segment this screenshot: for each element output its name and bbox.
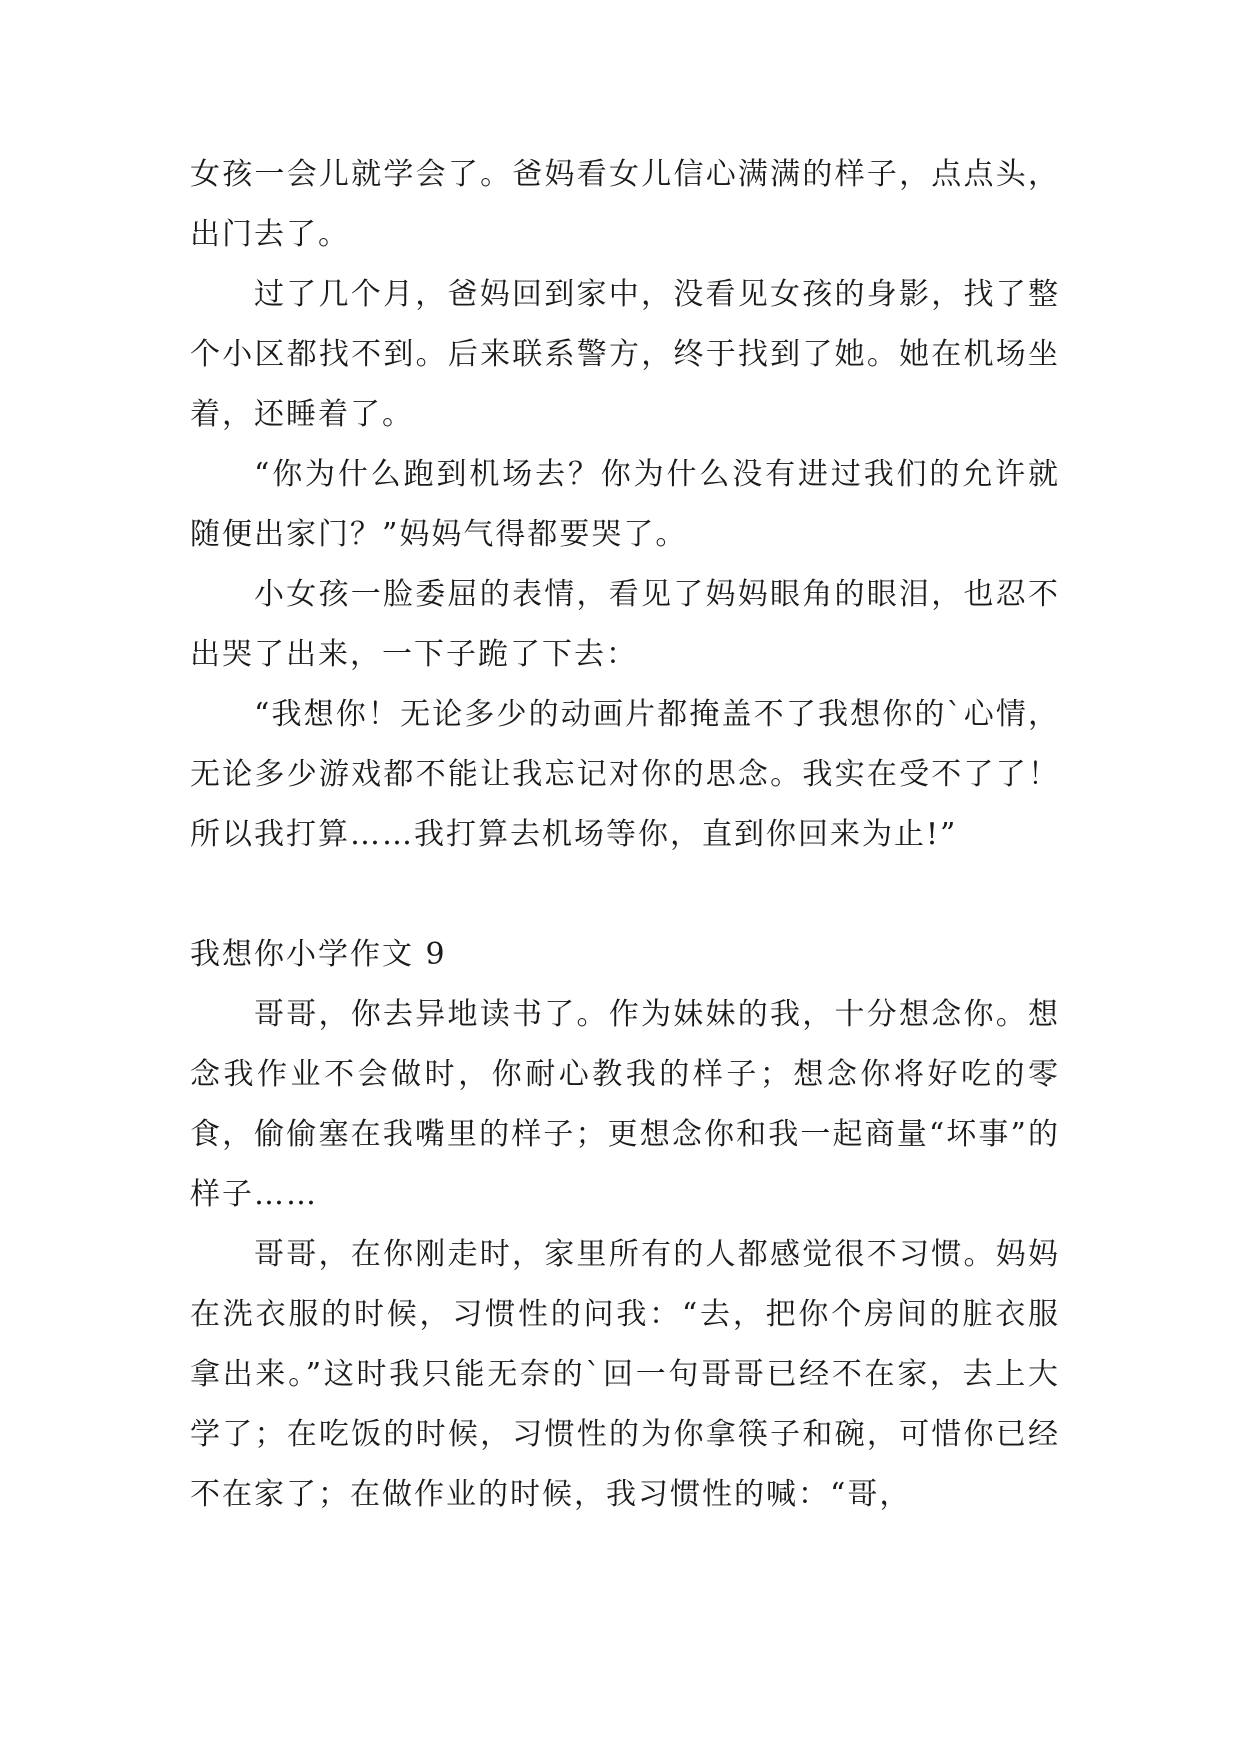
paragraph: “我想你！无论多少的动画片都掩盖不了我想你的`心情，无论多少游戏都不能让我忘记对你的思念。我实在受不了了！所以我打算……我打算去机场等你，直到你回来为止!” — [190, 697, 1060, 852]
paragraph: 小女孩一脸委屈的表情，看见了妈妈眼角的眼泪，也忍不出哭了出来，一下子跪了下去： — [190, 577, 1060, 672]
paragraph: “你为什么跑到机场去？你为什么没有进过我们的允许就随便出家门？”妈妈气得都要哭了。 — [190, 457, 1060, 552]
document-body — [190, 145, 1060, 1525]
section-title: 我想你小学作文 9 — [190, 937, 447, 972]
paragraph: 哥哥，在你刚走时，家里所有的人都感觉很不习惯。妈妈在洗衣服的时候，习惯性的问我：“去，把你个房间的脏衣服拿出来。”这时我只能无奈的`回一句哥哥已经不在家，去上大学了；在吃饭的时候，习惯性的为你拿筷子和碗，可惜你已经不在家了；在做作业的时候，我习惯性的喊：“哥， — [190, 1237, 1060, 1512]
paragraph: 女孩一会儿就学会了。爸妈看女儿信心满满的样子，点点头，出门去了。 — [190, 157, 1060, 252]
paragraph: 哥哥，你去异地读书了。作为妹妹的我，十分想念你。想念我作业不会做时，你耐心教我的样子；想念你将好吃的零食，偷偷塞在我嘴里的样子；更想念你和我一起商量“坏事”的样子…… — [190, 997, 1060, 1212]
paragraph: 过了几个月，爸妈回到家中，没看见女孩的身影，找了整个小区都找不到。后来联系警方，终于找到了她。她在机场坐着，还睡着了。 — [190, 277, 1060, 432]
